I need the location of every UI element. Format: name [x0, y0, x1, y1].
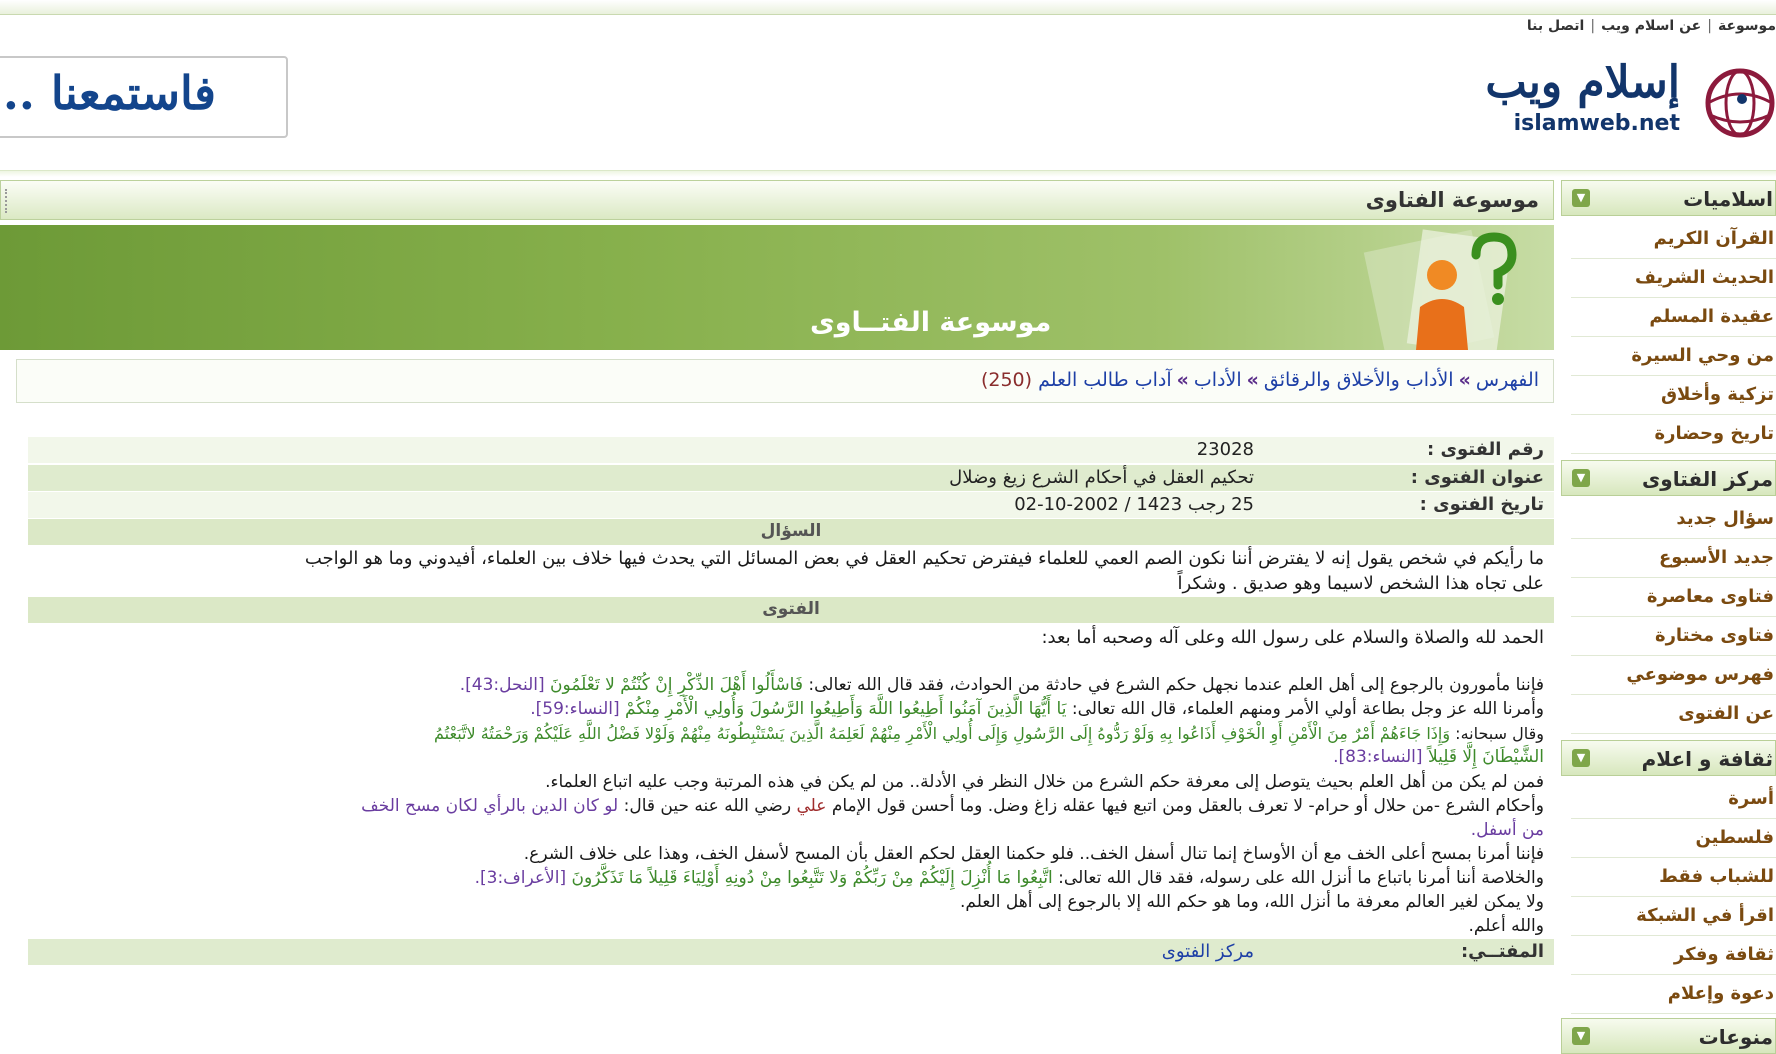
question-line: على تجاه هذا الشخص لاسيما وهو صديق . وشكراً — [1177, 573, 1544, 594]
top-link-contact[interactable]: اتصل بنا — [1526, 18, 1585, 34]
answer-text: والخلاصة أننا أمرنا باتباع ما أنزل الله على رسوله، فقد قال الله تعالى: — [1058, 868, 1544, 888]
answer-paragraph — [24, 721, 1544, 746]
quran-verse: يَا أَيُّهَا الَّذِينَ آمَنُوا أَطِيعُوا اللَّهَ وَأَطِيعُوا الرَّسُولَ وَأُولِي الْأَمْرِ مِنْكُمْ — [625, 699, 1067, 719]
sidebar-item-label: اقرأ في الشبكة — [1636, 905, 1774, 926]
sidebar-item[interactable] — [1571, 780, 1776, 819]
sidebar-item-label: دعوة وإعلام — [1667, 983, 1774, 1004]
breadcrumb-item[interactable]: الفهرس — [1475, 369, 1539, 391]
sidebar-item-label: فتاوى مختارة — [1654, 625, 1774, 646]
chevron-down-icon[interactable]: ▼ — [1572, 749, 1590, 767]
sidebar-section-fatwa-center[interactable] — [1561, 460, 1776, 496]
sidebar-item-label: للشباب فقط — [1659, 866, 1774, 887]
drag-handle-icon[interactable] — [5, 189, 11, 213]
breadcrumb-item[interactable]: الأداب — [1193, 369, 1242, 391]
answer-opening: الحمد لله والصلاة والسلام على رسول الله وعلى آله وصحبه أما بعد: — [1041, 627, 1544, 648]
sidebar-item-label: أسرة — [1728, 788, 1774, 809]
answer-paragraph — [24, 697, 1544, 722]
sidebar-section-misc[interactable] — [1561, 1018, 1776, 1054]
main-header — [0, 180, 1554, 220]
mufti-row — [28, 939, 1554, 965]
sidebar-item-label: تاريخ وحضارة — [1654, 423, 1774, 444]
sidebar-section-title: ثقافة و اعلام — [1641, 747, 1773, 771]
chevron-down-icon[interactable]: ▼ — [1572, 1027, 1590, 1045]
sidebar-item-label: تزكية وأخلاق — [1660, 384, 1774, 405]
banner-ad[interactable] — [0, 56, 288, 138]
answer-text: وأحكام الشرع -من حلال أو حرام- لا تعرف بالعقل ومن اتبع فيها عقله زاغ وضل. وما أحسن قول الإمام — [831, 796, 1544, 816]
sidebar-item[interactable] — [1571, 415, 1776, 454]
fatwa-date-row — [28, 492, 1554, 518]
sidebar-item[interactable] — [1571, 897, 1776, 936]
question-line: ما رأيكم في شخص يقول إنه لا يفترض أننا نكون الصم العمي للعلماء فيفترض تحكيم العقل في بعض المسائل التي يحدث فيها خلاف بين العلماء، أفيدوني وما هو الواجب — [304, 548, 1544, 569]
scholar-quote: من أسفل. — [1470, 820, 1544, 840]
scholar-name[interactable]: علي — [796, 796, 827, 816]
logo-arabic: إسلام ويب — [1485, 57, 1680, 108]
hero-title: موسوعة الفتــاوى — [810, 307, 1052, 338]
top-link-about[interactable]: عن اسلام ويب — [1601, 18, 1702, 34]
sidebar-item-label: القرآن الكريم — [1653, 228, 1774, 249]
sidebar-section-islamiyat[interactable] — [1561, 180, 1776, 216]
fatwa-content — [14, 355, 1554, 1054]
chevron-down-icon[interactable]: ▼ — [1572, 469, 1590, 487]
site-logo[interactable] — [1436, 55, 1776, 150]
sidebar-item-label: عقيدة المسلم — [1649, 306, 1774, 327]
verse-reference: [النساء:83]. — [1333, 747, 1423, 767]
fatwa-title-row — [28, 465, 1554, 491]
top-bar — [0, 0, 1776, 15]
breadcrumb-item[interactable]: الأداب والأخلاق والرقائق — [1263, 369, 1454, 391]
fatwa-number: 23028 — [1196, 439, 1254, 460]
answer-heading — [28, 597, 1554, 623]
fatwa-date: 25 رجب 1423 / 2002-10-02 — [1014, 494, 1254, 515]
top-link-encyclopedia[interactable]: موسوعة — [1717, 18, 1776, 34]
answer-heading-text: الفتوى — [762, 599, 820, 619]
sidebar-item-label: من وحي السيرة — [1631, 345, 1774, 366]
breadcrumb-item[interactable]: آداب طالب العلم — [1038, 369, 1172, 391]
breadcrumb-separator: » — [1246, 369, 1259, 391]
sidebar-item[interactable] — [1571, 337, 1776, 376]
breadcrumb-count: (250) — [980, 369, 1033, 391]
answer-text: رضي الله عنه حين قال: — [623, 796, 792, 816]
top-link-separator: | — [1707, 18, 1712, 34]
sidebar-section-title: اسلاميات — [1683, 187, 1773, 211]
mufti-link[interactable]: مركز الفتوى — [1161, 941, 1254, 962]
sidebar-item[interactable] — [1571, 695, 1776, 734]
answer-paragraph: ولا يمكن لغير العالم معرفة ما أنزل الله، وما هو حكم الله إلا بالرجوع إلى أهل العلم. — [960, 892, 1544, 912]
answer-closing: والله أعلم. — [1468, 916, 1544, 936]
answer-paragraph: فمن لم يكن من أهل العلم بحيث يتوصل إلى معرفة حكم الشرع من خلال النظر في الأدلة.. من لم يكن في هذه المرتبة وجب عليه اتباع العلماء. — [545, 772, 1544, 792]
sidebar-item[interactable] — [1571, 500, 1776, 539]
answer-text: وأمرنا الله عز وجل بطاعة أولي الأمر ومنهم العلماء، قال الله تعالى: — [1071, 699, 1544, 719]
sidebar-item[interactable] — [1571, 578, 1776, 617]
main-panel — [0, 180, 1556, 1054]
answer-paragraph — [24, 818, 1544, 843]
banner-ad-text: فاستمعنا .. — [2, 66, 216, 120]
fatwa-title-label: عنوان الفتوى : — [1410, 467, 1544, 488]
mufti-label: المفتــي: — [1460, 941, 1544, 962]
sidebar-item-label: فهرس موضوعي — [1626, 664, 1774, 685]
sidebar-section-title: منوعات — [1698, 1025, 1773, 1049]
globe-icon — [1692, 63, 1776, 143]
question-person-icon — [1354, 225, 1544, 350]
answer-paragraph: فإننا أمرنا بمسح أعلى الخف مع أن الأوساخ إنما تنال أسفل الخف.. فلو حكمنا العقل لحكم العقل بأن المسح لأسفل الخف، وهذا على خلاف الشرع. — [523, 844, 1544, 864]
sidebar-item[interactable] — [1571, 858, 1776, 897]
sidebar-section-title: مركز الفتاوى — [1641, 467, 1773, 491]
sidebar-item-label: فلسطين — [1695, 827, 1774, 848]
breadcrumb-separator: » — [1176, 369, 1189, 391]
main-header-title: موسوعة الفتاوى — [1365, 188, 1539, 212]
fatwa-date-label: تاريخ الفتوى : — [1419, 494, 1544, 515]
verse-reference: [الأعراف:3]. — [474, 868, 567, 888]
fatwa-number-row — [28, 437, 1554, 463]
quran-verse: وَإِذَا جَاءَهُمْ أَمْرٌ مِنَ الْأَمْنِ أَوِ الْخَوْفِ أَذَاعُوا بِهِ وَلَوْ رَدُّوهُ إِلَى الرَّسُولِ وَإِلَى أُولِي الْأَمْرِ مِنْهُمْ لَعَلِمَهُ الَّذِينَ يَسْتَنْبِطُونَهُ مِنْهُمْ وَلَوْلا فَضْلُ اللَّهِ عَلَيْكُمْ وَرَحْمَتُهُ لاتَّبَعْتُمُ — [434, 724, 1451, 743]
sidebar-item[interactable] — [1571, 617, 1776, 656]
sidebar-item[interactable] — [1571, 376, 1776, 415]
sidebar-item[interactable] — [1571, 259, 1776, 298]
sidebar-item[interactable] — [1571, 298, 1776, 337]
breadcrumb — [981, 369, 1539, 391]
top-links — [1527, 14, 1776, 38]
answer-paragraph — [24, 745, 1544, 770]
sidebar-item-label: الحديث الشريف — [1634, 267, 1774, 288]
sidebar-item[interactable] — [1571, 975, 1776, 1014]
sidebar-item-label: سؤال جديد — [1676, 508, 1774, 529]
verse-reference: [النساء:59]. — [530, 699, 620, 719]
sidebar-item-label: عن الفتوى — [1678, 703, 1774, 724]
header-divider — [0, 170, 1776, 177]
answer-text: فإننا مأمورون بالرجوع إلى أهل العلم عندما نجهل حكم الشرع في حادثة من الحوادث، فقد قال الله تعالى: — [808, 675, 1544, 695]
sidebar-item[interactable] — [1571, 539, 1776, 578]
sidebar-item[interactable] — [1571, 656, 1776, 695]
answer-text: وقال سبحانه: — [1455, 724, 1544, 743]
sidebar-item-label: ثقافة وفكر — [1673, 944, 1774, 965]
question-heading-text: السؤال — [760, 521, 822, 541]
quran-verse: فَاسْأَلُوا أَهْلَ الذِّكْرِ إِنْ كُنْتُمْ لا تَعْلَمُونَ — [550, 675, 803, 695]
question-heading — [28, 519, 1554, 545]
answer-paragraph — [24, 673, 1544, 698]
breadcrumb-separator: » — [1458, 369, 1471, 391]
scholar-quote: لو كان الدين بالرأي لكان مسح الخف — [361, 796, 619, 816]
sidebar-item[interactable] — [1571, 220, 1776, 259]
quran-verse: الشَّيْطَانَ إِلَّا قَلِيلاً — [1427, 747, 1544, 767]
answer-paragraph — [24, 794, 1544, 819]
sidebar-item-label: فتاوى معاصرة — [1646, 586, 1774, 607]
answer-paragraph — [24, 866, 1544, 891]
sidebar — [1561, 180, 1776, 1054]
logo-english: islamweb.net — [1513, 111, 1680, 136]
quran-verse: اتَّبِعُوا مَا أُنْزِلَ إِلَيْكُمْ مِنْ رَبِّكُمْ وَلا تَتَّبِعُوا مِنْ دُونِهِ أَوْلِيَاءَ قَلِيلاً مَا تَذَكَّرُونَ — [571, 868, 1053, 888]
sidebar-section-culture-media[interactable] — [1561, 740, 1776, 776]
sidebar-item-label: جديد الأسبوع — [1659, 547, 1774, 568]
fatwa-title: تحكيم العقل في أحكام الشرع زيغ وضلال — [949, 467, 1254, 488]
sidebar-item[interactable] — [1571, 819, 1776, 858]
sidebar-item[interactable] — [1571, 936, 1776, 975]
top-link-separator: | — [1590, 18, 1596, 34]
fatwa-number-label: رقم الفتوى : — [1426, 439, 1544, 460]
verse-reference: [النحل:43]. — [459, 675, 545, 695]
breadcrumb-box — [16, 359, 1554, 403]
hero-banner — [0, 225, 1554, 350]
chevron-down-icon[interactable]: ▼ — [1572, 189, 1590, 207]
